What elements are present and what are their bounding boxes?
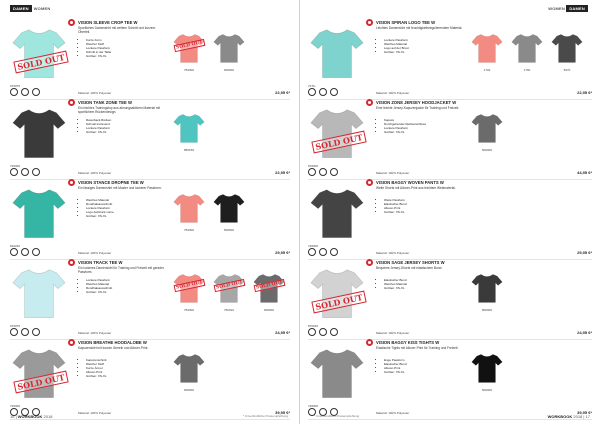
feature-item: • Größen: XS-XL [86, 130, 172, 134]
product-sku: 720000 [308, 404, 319, 408]
garment-image [308, 182, 366, 244]
color-variants [172, 350, 206, 392]
variant-image [550, 30, 584, 72]
sold-out-stamp: SOLD OUT [311, 131, 366, 154]
brand-logo-icon [366, 19, 373, 26]
feature-list [380, 198, 470, 214]
variant-image [172, 270, 206, 312]
material-info: Material: 100% Polyester [78, 411, 112, 415]
feature-item: • Kurze Ärmel [86, 366, 172, 370]
iron-icon [32, 328, 40, 336]
care-icons [10, 168, 40, 176]
product-title: VISION BREATHE HOODALOBE W [78, 340, 147, 345]
product-sku: 870030 [308, 324, 319, 328]
wash-icon [308, 168, 316, 176]
product-image [10, 182, 68, 244]
wash-icon [308, 328, 316, 336]
variant-sku: 752000 [183, 308, 194, 312]
footer-title: WORKBOOK [547, 414, 573, 419]
product-description: Sportliches Damenshirt mit weitem Schnitt und kurzem Oberteil. [78, 26, 156, 34]
variant-image [252, 270, 286, 312]
garment-image [172, 350, 206, 386]
product-description: Weite Shorts mit Allover-Print aus leichtem Webmaterial. [376, 186, 456, 190]
price-tag: 22,95 €* [275, 170, 290, 175]
product-title: VISION SAGE JERSEY SHORTS W [376, 260, 445, 265]
variant-sku: 1702 [483, 68, 491, 72]
product-description: Leichtes Damenshirt mit feuchtigkeitsregulierendem Material. [376, 26, 463, 30]
feature-item: • Elastischer Bund [384, 202, 470, 206]
garment-image [172, 110, 206, 146]
material-info: Material: 100% Polyester [78, 331, 112, 335]
garment-image [470, 350, 504, 386]
feature-list [82, 118, 172, 134]
variant-image [212, 30, 246, 72]
feature-item: • Lockere Passform [384, 38, 470, 42]
garment-image [212, 30, 246, 66]
garment-image [470, 270, 504, 306]
feature-list [82, 358, 172, 378]
feature-item: • Weite Passform [384, 198, 470, 202]
dry-icon [319, 88, 327, 96]
variant-image [510, 30, 544, 72]
sold-out-stamp: SOLD OUT [13, 51, 68, 74]
header-tag: DAMEN [10, 5, 32, 12]
feature-item: • Allover-Print [86, 370, 172, 374]
care-icons [308, 168, 338, 176]
product-block [308, 96, 592, 178]
wash-icon [10, 248, 18, 256]
page-footer: WORKBOOK 2018 | 17 [547, 414, 590, 419]
variant-image [172, 30, 206, 72]
footer-year: 2018 [573, 414, 583, 419]
feature-item: • Größen: XS-XL [384, 130, 470, 134]
product-block [308, 176, 592, 258]
brand-logo-icon [68, 99, 75, 106]
product-image [10, 262, 68, 324]
color-variants [172, 270, 286, 312]
feature-item: • Lockere Passform [86, 278, 172, 282]
wash-icon [308, 88, 316, 96]
iron-icon [330, 168, 338, 176]
sold-out-stamp: SOLD OUT [174, 39, 206, 52]
variant-image [172, 350, 206, 392]
price-tag: 29,95 €* [577, 250, 592, 255]
product-image [308, 342, 366, 404]
feature-item: • Lockere Passform [86, 126, 172, 130]
feature-item: • Allover-Print [384, 206, 470, 210]
product-block [10, 16, 290, 98]
feature-item: • Größen: XS-XL [384, 210, 470, 214]
feature-item: • Größen: XS-XL [86, 54, 172, 58]
page-header [10, 5, 50, 12]
variant-sku: 752000 [183, 228, 194, 232]
feature-list [380, 278, 470, 290]
product-description: Bequeme Jersey-Shorts mit elastischem Bund. [376, 266, 443, 270]
care-icons [10, 328, 40, 336]
feature-item: • Kapuzenschnitt [86, 358, 172, 362]
variant-sku: 752000 [183, 68, 194, 72]
dry-icon [21, 328, 29, 336]
footer-year: 2018 [43, 414, 53, 419]
feature-item: • Weiches Material [86, 198, 172, 202]
footer-title: WORKBOOK [17, 414, 43, 419]
sold-out-stamp: SOLD OUT [254, 279, 286, 292]
brand-logo-icon [366, 259, 373, 266]
feature-item: • Elastischer Bund [384, 362, 470, 366]
product-block [10, 336, 290, 418]
feature-item: • Logo auf der Brust [384, 46, 470, 50]
product-sku: 970975 [10, 84, 21, 88]
material-info: Material: 100% Polyester [78, 251, 112, 255]
material-info: Material: 100% Polyester [78, 171, 112, 175]
footer-note: * Unverbindliche Preisempfehlung [314, 414, 360, 418]
iron-icon [32, 248, 40, 256]
product-title: VISION TANK ZONE TEE W [78, 100, 132, 105]
variant-sku: 600000 [223, 68, 234, 72]
header-section: WOMEN [33, 6, 51, 11]
color-variants [172, 110, 206, 152]
feature-item: • Größen: XS-XL [86, 214, 172, 218]
dry-icon [21, 88, 29, 96]
material-info: Material: 100% Polyester [376, 171, 410, 175]
dry-icon [319, 248, 327, 256]
variant-image [470, 270, 504, 312]
feature-item: • Allover-Print [384, 366, 470, 370]
brand-logo-icon [366, 179, 373, 186]
feature-item: • Größen: XS-XL [384, 50, 470, 54]
material-info: Material: 100% Polyester [376, 331, 410, 335]
block-separator [308, 419, 592, 420]
variant-image [172, 190, 206, 232]
feature-item: • Lockere Passform [384, 126, 470, 130]
feature-item: • Weiches Material [384, 282, 470, 286]
garment-image [10, 102, 68, 164]
feature-item: • Schnitt in der Taille [86, 50, 172, 54]
garment-image [470, 110, 504, 146]
feature-item: • Größen: XS-XL [384, 370, 470, 374]
brand-logo-icon [68, 259, 75, 266]
product-title: VISION SPIRAN LOGO TEE W [376, 20, 436, 25]
color-variants [470, 110, 504, 152]
care-icons [308, 88, 338, 96]
brand-logo-icon [366, 339, 373, 346]
product-image [308, 22, 366, 84]
product-title: VISION STANCE DROPNE TEE W [78, 180, 144, 185]
product-block [308, 16, 592, 98]
product-sku: 720000 [308, 244, 319, 248]
variant-sku: 800000 [481, 308, 492, 312]
iron-icon [32, 88, 40, 96]
variant-sku: 1760 [523, 68, 531, 72]
feature-item: • Lockere Passform [86, 206, 172, 210]
header-tag: DAMEN [566, 5, 588, 12]
product-block [10, 176, 290, 258]
page-number: 17 [585, 414, 590, 419]
feature-item: • Weicher Stoff [86, 42, 172, 46]
dry-icon [21, 248, 29, 256]
iron-icon [330, 88, 338, 96]
price-tag: 39,95 €* [275, 410, 290, 415]
variant-sku: 500000 [481, 388, 492, 392]
feature-list [82, 278, 172, 294]
brand-logo-icon [68, 179, 75, 186]
block-separator [10, 419, 290, 420]
product-block [308, 256, 592, 338]
price-tag: 22,95 €* [275, 90, 290, 95]
variant-image [470, 350, 504, 392]
feature-list [82, 38, 172, 58]
price-tag: 24,95 €* [275, 330, 290, 335]
brand-logo-icon [68, 19, 75, 26]
product-description: Elastische Tights mit Allover-Print für Training und Freizeit. [376, 346, 459, 350]
product-sku: 810220 [10, 244, 21, 248]
footer-note: * Unverbindliche Preisempfehlung [242, 414, 288, 418]
page-number: 16 [10, 414, 15, 419]
variant-sku: 856155 [183, 148, 194, 152]
product-description: Ein leichtes Trainingstop aus atmungsaktivem Material mit sportlichem Rückendesign. [78, 106, 161, 114]
care-icons [308, 248, 338, 256]
feature-list [82, 198, 172, 218]
variant-image [470, 30, 504, 72]
product-block [10, 256, 290, 338]
garment-image [550, 30, 584, 66]
product-description: Ein lässiges Damenshirt mit Muster und lockerer Passform. [78, 186, 162, 190]
price-tag: 39,95 €* [577, 410, 592, 415]
wash-icon [308, 248, 316, 256]
header-section: WOMEN [548, 6, 566, 11]
color-variants [470, 350, 504, 392]
product-title: VISION TRACK TEE W [78, 260, 123, 265]
sold-out-stamp: SOLD OUT [13, 371, 68, 394]
product-title: VISION ZONE JERSEY HOODJACKET W [376, 100, 457, 105]
variant-sku: 500000 [481, 148, 492, 152]
product-sku: 72TG [308, 84, 316, 88]
dry-icon [319, 328, 327, 336]
wash-icon [10, 328, 18, 336]
color-variants [470, 270, 504, 312]
iron-icon [32, 168, 40, 176]
variant-image [212, 270, 246, 312]
garment-image [308, 22, 366, 84]
feature-item: • Weicher Stoff [86, 362, 172, 366]
feature-item: • Kurze Form [86, 38, 172, 42]
product-sku: 720000 [10, 404, 21, 408]
material-info: Material: 100% Polyester [376, 91, 410, 95]
brand-logo-icon [68, 339, 75, 346]
product-description: Eine leichte Jersey-Kapuzenjacke für Training und Freizeit. [376, 106, 460, 110]
wash-icon [10, 168, 18, 176]
care-icons [10, 248, 40, 256]
product-description: Kapuzenshirt mit kurzen Ärmeln und Allover-Print. [78, 346, 149, 350]
feature-item: • Schnell trocknend [86, 122, 172, 126]
product-title: VISION SLEEVE CROP TEE W [78, 20, 138, 25]
feature-item: • Rundhalsausschnitt [86, 202, 172, 206]
right-page [300, 0, 600, 424]
page-footer: 16 | WORKBOOK 2018 [10, 414, 53, 419]
garment-image [10, 262, 68, 324]
wash-icon [10, 88, 18, 96]
price-tag: 44,95 €* [577, 170, 592, 175]
feature-item: • Enge Passform [384, 358, 470, 362]
product-sku: 970975 [10, 324, 21, 328]
variant-sku: 600000 [183, 388, 194, 392]
feature-list [380, 118, 470, 134]
product-sku: 720000 [10, 164, 21, 168]
variant-sku: 500000 [223, 228, 234, 232]
feature-item: • Racerback Rücken [86, 118, 172, 122]
feature-item: • Durchgehender Reißverschluss [384, 122, 470, 126]
sold-out-stamp: SOLD OUT [214, 279, 246, 292]
price-tag: 22,95 €* [577, 90, 592, 95]
sold-out-stamp: SOLD OUT [174, 279, 206, 292]
feature-list [380, 38, 470, 54]
product-title: VISION BAGGY WOVEN PANTS W [376, 180, 444, 185]
product-image [10, 102, 68, 164]
color-variants [172, 190, 246, 232]
feature-item: • Rundhalsausschnitt [86, 286, 172, 290]
garment-image [308, 342, 366, 404]
feature-item: • Logo-Aufdruck vorne [86, 210, 172, 214]
color-variants [172, 30, 246, 72]
variant-image [470, 110, 504, 152]
product-sku: 970000 [308, 164, 319, 168]
product-block [308, 336, 592, 418]
sold-out-stamp: SOLD OUT [311, 291, 366, 314]
feature-list [380, 358, 470, 374]
garment-image [10, 182, 68, 244]
feature-item: • Elastischer Bund [384, 278, 470, 282]
garment-image [212, 190, 246, 226]
product-description: Ein lockeres Damenshirt für Training und Freizeit mit gerader Passform. [78, 266, 164, 274]
care-icons [10, 88, 40, 96]
feature-item: • Kapuze [384, 118, 470, 122]
feature-item: • Größen: XS-XL [384, 286, 470, 290]
feature-item: • Größen: XS-XL [86, 290, 172, 294]
feature-item: • Weiches Material [86, 282, 172, 286]
variant-image [172, 110, 206, 152]
product-title: VISION BAGGY KISS TIGHTS W [376, 340, 440, 345]
garment-image [470, 30, 504, 66]
color-variants [470, 30, 584, 72]
care-icons [308, 328, 338, 336]
iron-icon [330, 248, 338, 256]
price-tag: 29,95 €* [275, 250, 290, 255]
garment-image [172, 190, 206, 226]
feature-item: • Größen: XS-XL [86, 374, 172, 378]
variant-image [212, 190, 246, 232]
price-tag: 24,95 €* [577, 330, 592, 335]
variant-sku: 750010 [223, 308, 234, 312]
variant-sku: 600000 [263, 308, 274, 312]
material-info: Material: 100% Polyester [376, 411, 410, 415]
feature-item: • Lockere Passform [86, 46, 172, 50]
material-info: Material: 100% Polyester [376, 251, 410, 255]
page-header [548, 5, 590, 12]
garment-image [510, 30, 544, 66]
dry-icon [319, 168, 327, 176]
feature-item: • Weiches Material [384, 42, 470, 46]
iron-icon [330, 328, 338, 336]
variant-sku: 5670 [563, 68, 571, 72]
product-image [308, 182, 366, 244]
brand-logo-icon [366, 99, 373, 106]
dry-icon [21, 168, 29, 176]
product-block [10, 96, 290, 178]
material-info: Material: 100% Polyester [78, 91, 112, 95]
